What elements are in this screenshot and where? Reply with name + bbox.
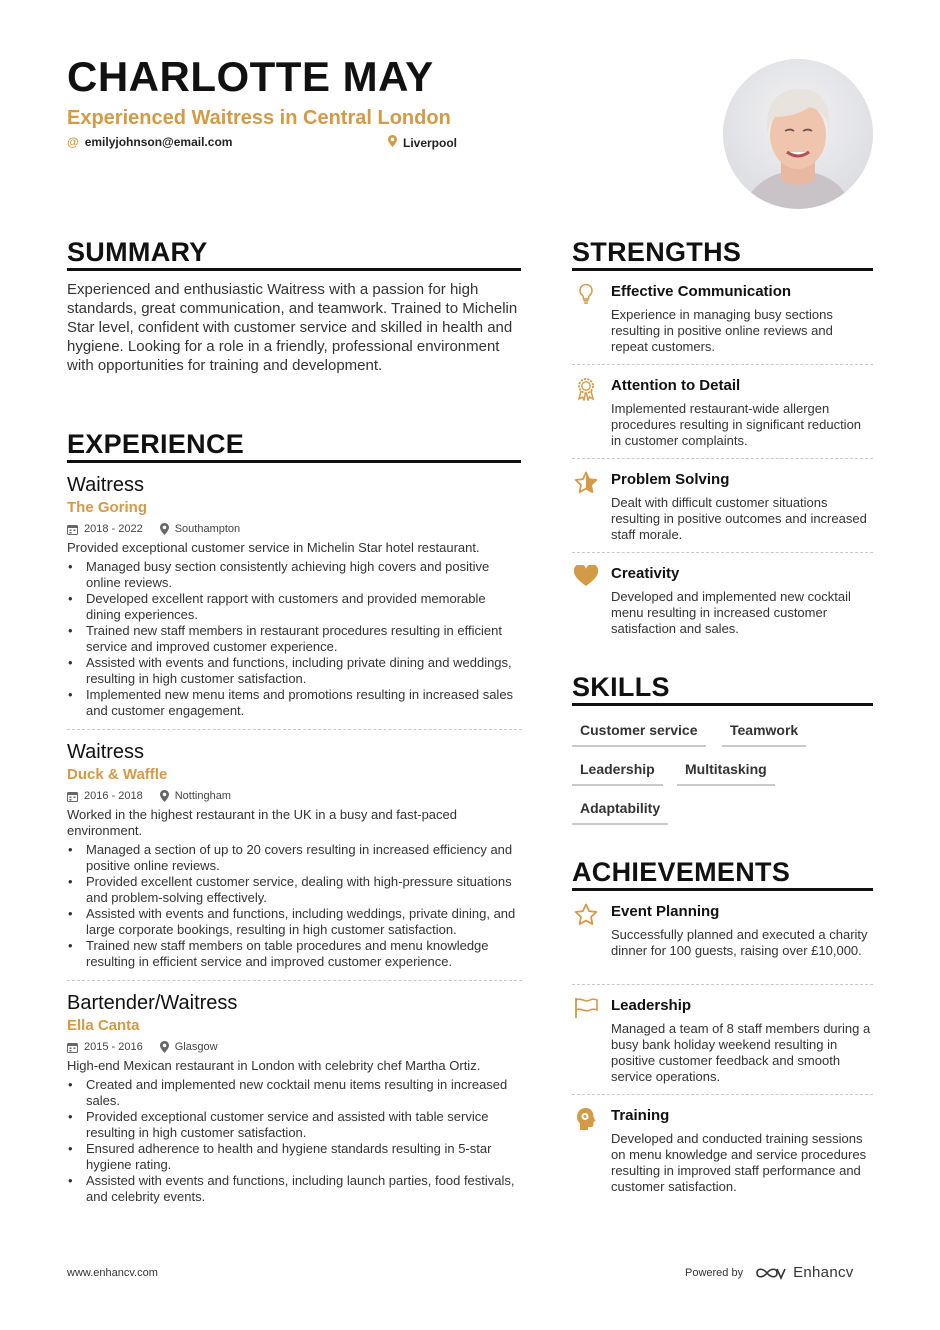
star-outline-icon — [572, 903, 600, 931]
strength-description: Dealt with difficult customer situations resulting in positive outcomes and increased staff morale. — [611, 495, 867, 542]
job-separator — [67, 980, 522, 981]
lightbulb-icon — [572, 283, 600, 311]
job-entry — [67, 473, 522, 719]
pin-icon — [388, 135, 397, 150]
job-description: Worked in the highest restaurant in the UK in a busy and fast-paced environment. — [67, 807, 457, 838]
job-meta — [67, 521, 522, 537]
job-description: Provided exceptional customer service in Michelin Star hotel restaurant. — [67, 540, 480, 555]
location-text: Liverpool — [403, 135, 458, 150]
skill-tag: Customer service — [572, 721, 706, 747]
brand-name: Enhancv — [793, 1264, 854, 1281]
achievement-item — [572, 997, 873, 1085]
powered-by-label: Powered by — [685, 1266, 744, 1279]
job-bullets — [67, 559, 522, 719]
job-title: Waitress — [67, 741, 145, 763]
email-text: emilyjohnson@email.com — [84, 135, 233, 149]
candidate-name: CHARLOTTE MAY — [67, 53, 434, 100]
strength-separator — [572, 552, 873, 553]
strengths-heading: STRENGTHS — [572, 237, 742, 267]
job-description: High-end Mexican restaurant in London with celebrity chef Martha Ortiz. — [67, 1058, 481, 1073]
calendar-icon — [67, 524, 78, 535]
award-icon — [572, 377, 600, 405]
strengths-divider — [572, 268, 873, 271]
job-entry — [67, 740, 522, 970]
job-title: Bartender/Waitress — [67, 992, 238, 1014]
strength-description: Implemented restaurant-wide allergen procedures resulting in significant reduction in customer complaints. — [611, 401, 862, 448]
experience-heading: EXPERIENCE — [67, 429, 245, 459]
strength-item — [572, 565, 873, 637]
job-bullet: • Managed a section of up to 20 covers resulting in increased efficiency and positive online reviews. — [67, 842, 522, 874]
achievement-description: Managed a team of 8 staff members during a busy bank holiday weekend resulting in positive customer feedback and smooth service operations. — [611, 1021, 871, 1084]
job-entry — [67, 991, 522, 1205]
enhancv-logo[interactable] — [755, 1264, 853, 1281]
achievement-title: Leadership — [611, 997, 692, 1014]
job-bullet: • Assisted with events and functions, including launch parties, food festivals, and celebrity events. — [67, 1173, 522, 1205]
summary-text: Experienced and enthusiastic Waitress with a passion for high standards, great communication, and teamwork. Trained to Michelin Star level, confident with customer service and skilled in health and hygiene. Looking for a role in a friendly, professional environment with opportunities for training and development. — [67, 281, 518, 374]
job-bullet: • Assisted with events and functions, including private dining and weddings, resulting in high customer satisfaction. — [67, 655, 522, 687]
skills-divider — [572, 703, 873, 706]
job-dates: 2018 - 2022 — [67, 523, 143, 535]
pin-icon — [160, 1041, 169, 1053]
job-location: Glasgow — [160, 1041, 218, 1053]
job-title: Waitress — [67, 474, 145, 496]
contact-location — [388, 135, 457, 150]
enhancv-logo-icon — [755, 1265, 787, 1281]
flag-icon — [572, 997, 600, 1025]
heart-icon — [572, 565, 600, 593]
achievement-item — [572, 903, 873, 959]
candidate-headline: Experienced Waitress in Central London — [67, 107, 451, 129]
avatar — [723, 59, 873, 209]
job-bullet: • Assisted with events and functions, including weddings, private dining, and large corporate bookings, resulting in high customer satisfaction. — [67, 906, 522, 938]
job-company: Ella Canta — [67, 1017, 140, 1034]
strength-title: Problem Solving — [611, 471, 730, 488]
job-company: The Goring — [67, 499, 147, 516]
calendar-icon — [67, 791, 78, 802]
job-meta — [67, 1039, 522, 1055]
achievement-title: Event Planning — [611, 903, 720, 920]
job-meta — [67, 788, 522, 804]
pin-icon — [160, 790, 169, 802]
job-bullet: • Managed busy section consistently achieving high covers and positive online reviews. — [67, 559, 522, 591]
job-location: Nottingham — [160, 790, 231, 802]
strength-title: Effective Communication — [611, 283, 792, 300]
job-bullet: • Trained new staff members in restaurant procedures resulting in efficient service and improved customer experience. — [67, 623, 522, 655]
achievement-description: Developed and conducted training sessions on menu knowledge and service procedures resulting in improved staff performance and customer satisfaction. — [611, 1131, 867, 1194]
skill-tag: Leadership — [572, 760, 663, 786]
achievement-title: Training — [611, 1107, 670, 1124]
achievement-description: Successfully planned and executed a charity dinner for 100 guests, raising over £10,000. — [611, 927, 868, 958]
job-bullet: • Implemented new menu items and promotions resulting in increased sales and customer engagement. — [67, 687, 522, 719]
strength-separator — [572, 458, 873, 459]
strength-title: Creativity — [611, 565, 680, 582]
job-bullet: • Created and implemented new cocktail menu items resulting in increased sales. — [67, 1077, 522, 1109]
strength-title: Attention to Detail — [611, 377, 741, 394]
job-bullet: • Trained new staff members on table procedures and menu knowledge resulting in efficient service and improved customer experience. — [67, 938, 522, 970]
contact-email[interactable] — [67, 135, 232, 149]
job-bullets — [67, 842, 522, 970]
strength-separator — [572, 364, 873, 365]
at-icon: @ — [67, 135, 79, 149]
job-bullets — [67, 1077, 522, 1205]
footer-branding — [685, 1264, 854, 1281]
head-icon — [572, 1107, 600, 1135]
experience-divider — [67, 460, 521, 463]
strength-item — [572, 471, 873, 543]
job-location: Southampton — [160, 523, 240, 535]
pin-icon — [160, 523, 169, 535]
calendar-icon — [67, 1042, 78, 1053]
summary-heading: SUMMARY — [67, 237, 208, 267]
strength-item — [572, 377, 873, 449]
achievement-separator — [572, 1094, 873, 1095]
skills-heading: SKILLS — [572, 672, 670, 702]
skill-tag: Multitasking — [677, 760, 775, 786]
achievement-separator — [572, 984, 873, 985]
footer-website-link[interactable]: www.enhancv.com — [67, 1267, 158, 1279]
achievement-item — [572, 1107, 873, 1195]
skill-tag: Teamwork — [722, 721, 806, 747]
job-bullet: • Provided excellent customer service, dealing with high-pressure situations and problem-solving effectively. — [67, 874, 522, 906]
job-bullet: • Provided exceptional customer service and assisted with table service resulting in high customer satisfaction. — [67, 1109, 522, 1141]
job-bullet: • Developed excellent rapport with customers and provided memorable dining experiences. — [67, 591, 522, 623]
job-dates: 2016 - 2018 — [67, 790, 143, 802]
strength-description: Experience in managing busy sections resulting in positive online reviews and repeat customers. — [611, 307, 833, 354]
star-icon — [572, 471, 600, 499]
job-separator — [67, 729, 522, 730]
job-bullet: • Ensured adherence to health and hygiene standards resulting in 5-star hygiene rating. — [67, 1141, 522, 1173]
skill-tag: Adaptability — [572, 799, 668, 825]
job-dates: 2015 - 2016 — [67, 1041, 143, 1053]
job-company: Duck & Waffle — [67, 766, 168, 783]
strength-item — [572, 283, 873, 355]
strength-description: Developed and implemented new cocktail menu resulting in increased customer satisfaction and sales. — [611, 589, 851, 636]
achievements-heading: ACHIEVEMENTS — [572, 857, 791, 887]
achievements-divider — [572, 888, 873, 891]
summary-divider — [67, 268, 521, 271]
